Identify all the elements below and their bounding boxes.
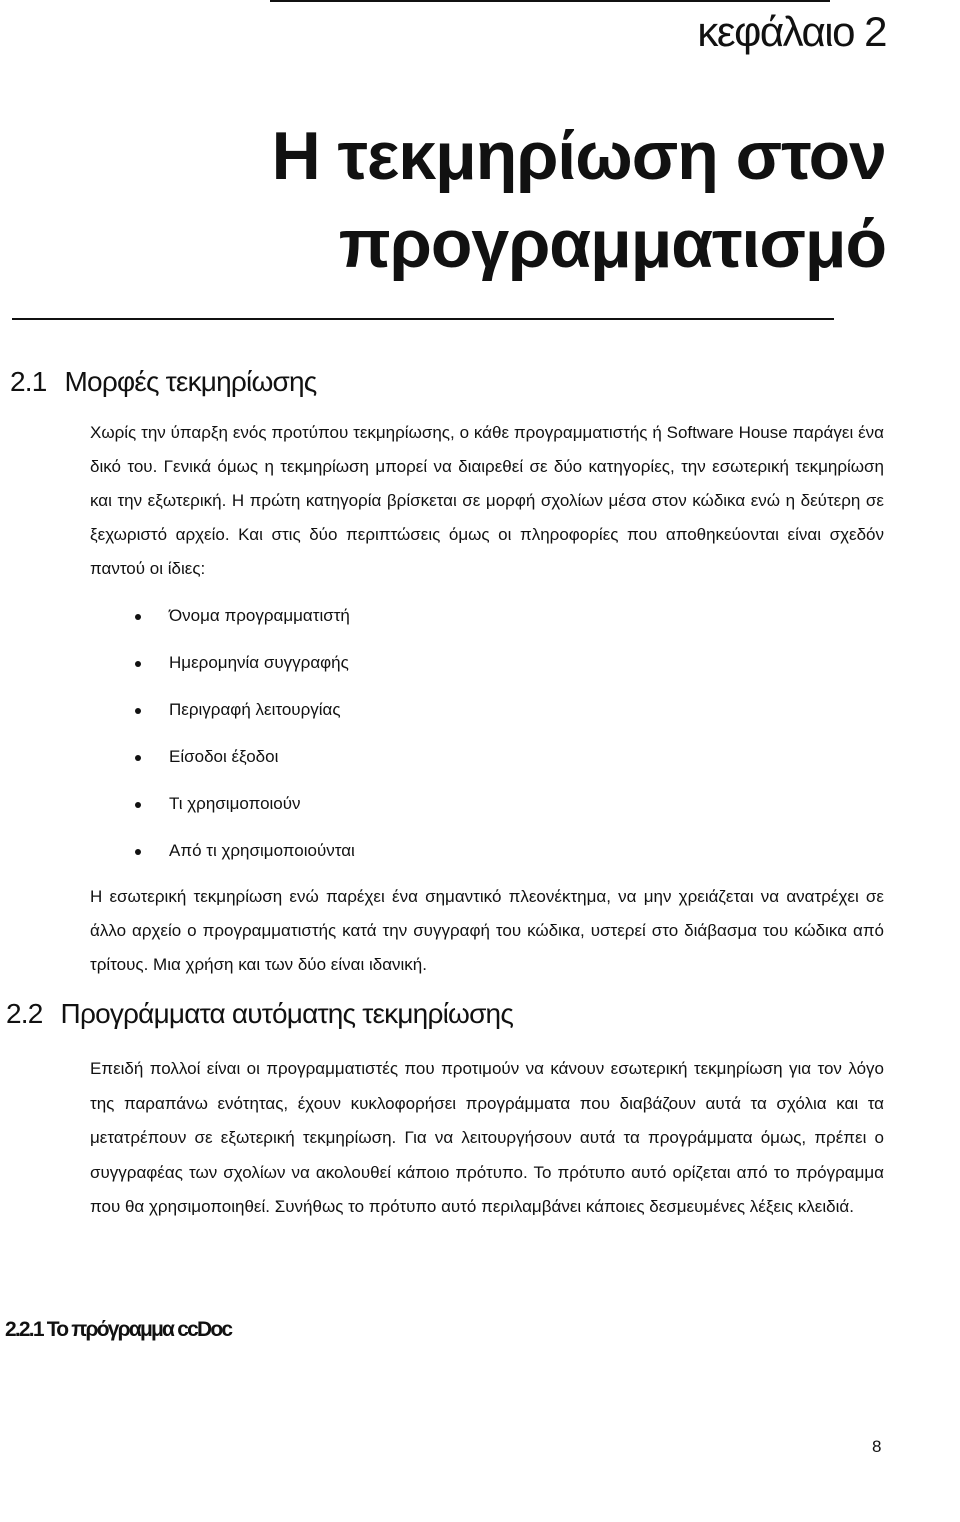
- bullet-icon: [135, 849, 141, 855]
- section-heading-2-1: [10, 366, 316, 398]
- bullet-icon: [135, 614, 141, 620]
- subsection-heading-2-2-1: 2.2.1 Το πρόγραμμα ccDoc: [5, 1318, 232, 1341]
- section-number: 2.2: [6, 998, 43, 1029]
- intro-paragraph: Χωρίς την ύπαρξη ενός προτύπου τεκμηρίωσης, ο κάθε προγραμματιστής ή Software House παράγει ένα δικό του. Γενικά όμως η τεκμηρίωση μπορεί να διαιρεθεί σε δύο κατηγορίες, την εσωτερική τεκμηρίωση και την εξωτερική. Η πρώτη κατηγορία βρίσκεται σε μορφή σχολίων μέσα στον κώδικα ενώ η δεύτερη σε ξεχωριστό αρχείο. Και στις δύο περιπτώσεις όμως οι πληροφορίες που αποθηκεύονται είναι σχεδόν παντού οι ίδιες:: [90, 423, 884, 578]
- automatic-docs-paragraph: Επειδή πολλοί είναι οι προγραμματιστές που προτιμούν να κάνουν εσωτερική τεκμηρίωση για τον λόγο της παραπάνω ενότητας, έχουν κυκλοφορήσει προγράμματα που διαβάζουν αυτά τα σχόλια και τα μετατρέπουν σε εξωτερική τεκμηρίωση. Για να λειτουργήσουν αυτά τα προγράμματα όμως, πρέπει ο συγγραφέας των σχολίων να ακολουθεί κάποιο πρότυπο. Το πρότυπο αυτό ορίζεται από το πρόγραμμα που θα χρησιμοποιηθεί. Συνήθως το πρότυπο αυτό περιλαμβάνει κάποιες δεσμευμένες λέξεις κλειδιά.: [90, 1059, 884, 1216]
- top-rule: [270, 0, 830, 2]
- section-heading-2-2: [6, 998, 513, 1030]
- list-item: Περιγραφή λειτουργίας: [135, 690, 355, 737]
- bullet-icon: [135, 755, 141, 761]
- list-item: Όνομα προγραμματιστή: [135, 596, 355, 643]
- list-item: Από τι χρησιμοποιούνται: [135, 831, 355, 878]
- list-item: Τι χρησιμοποιούν: [135, 784, 355, 831]
- page-number: 8: [872, 1437, 882, 1456]
- chapter-label: κεφάλαιο 2: [697, 8, 886, 55]
- list-item: Ημερομηνία συγγραφής: [135, 643, 355, 690]
- bullet-icon: [135, 661, 141, 667]
- list-item: Είσοδοι έξοδοι: [135, 737, 355, 784]
- closing-paragraph: Η εσωτερική τεκμηρίωση ενώ παρέχει ένα σημαντικό πλεονέκτημα, να μην χρειάζεται να ανατρέχει σε άλλο αρχείο ο προγραμματιστής κατά την συγγραφή του κώδικα, υστερεί στο διάβασμα του κώδικα από τρίτους. Μια χρήση και των δύο είναι ιδανική.: [90, 887, 884, 974]
- title-rule: [12, 318, 834, 320]
- section-number: 2.1: [10, 366, 47, 397]
- section-title: Προγράμματα αυτόματης τεκμηρίωσης: [60, 998, 514, 1029]
- bullet-icon: [135, 708, 141, 714]
- section-title: Μορφές τεκμηρίωσης: [64, 366, 317, 397]
- bullet-icon: [135, 802, 141, 808]
- chapter-title: Η τεκμηρίωση στον προγραμματισμό: [271, 118, 886, 282]
- info-bullet-list: [135, 596, 355, 878]
